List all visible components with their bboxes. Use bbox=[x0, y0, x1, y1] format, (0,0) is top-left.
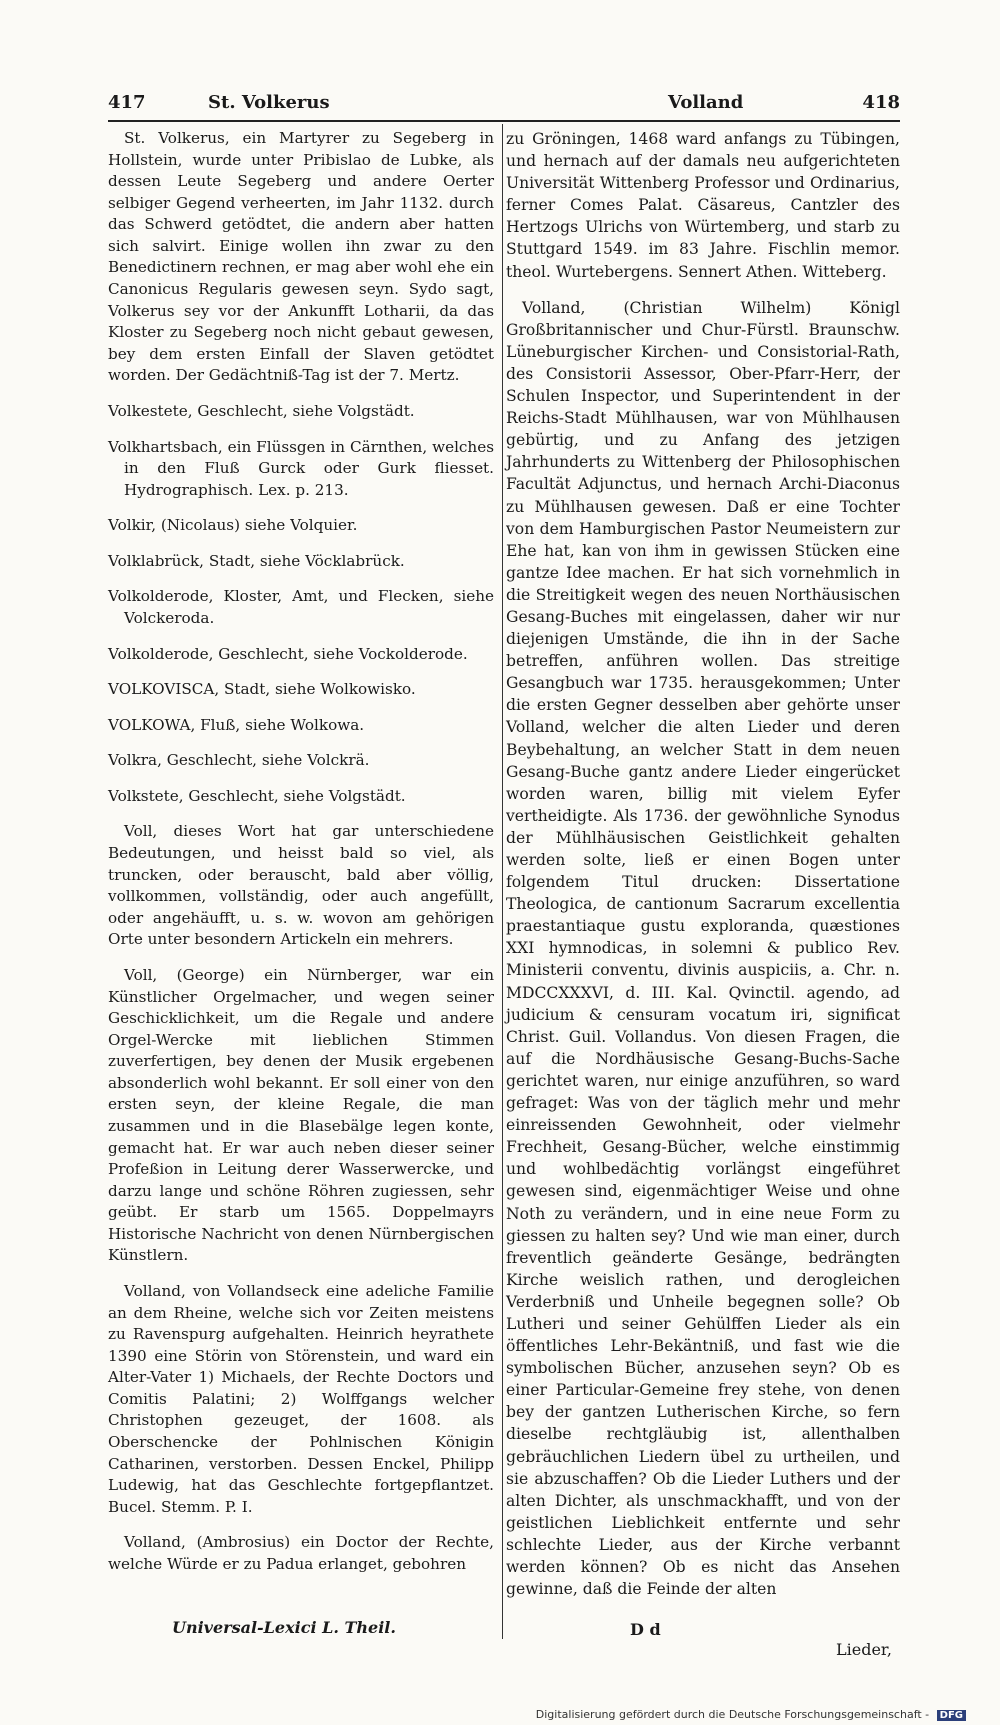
entry-volkolderode-kloster: Volkolderode, Kloster, Amt, und Flecken, siehe Volckeroda. bbox=[108, 587, 494, 627]
entry-volland-ambrosius: Volland, (Ambrosius) ein Doctor der Rechte, welche Würde er zu Padua erlanget, gebohren bbox=[108, 1533, 494, 1573]
entry-volkestete: Volkestete, Geschlecht, siehe Volgstädt. bbox=[108, 401, 415, 420]
entry-voll: Voll, dieses Wort hat gar unterschiedene Bedeutungen, und heisst bald so viel, als truncken, oder berauscht, bald aber völlig, vollkommen, vollständig, oder auch angefüllt, oder angehäufft, u. s. w. wovon am gehörigen Orte unter besondern Artickeln ein mehrers. bbox=[108, 822, 494, 949]
entry-volkovisca: VOLKOVISCA, Stadt, siehe Wolkowisko. bbox=[108, 680, 416, 699]
dfg-logo-icon: DFG bbox=[937, 1710, 966, 1721]
headword-right: Volland bbox=[668, 92, 744, 113]
signature-mark: D d bbox=[630, 1620, 661, 1639]
header-rule bbox=[108, 120, 900, 122]
entry-volkolderode-geschlecht: Volkolderode, Geschlecht, siehe Vockolderode. bbox=[108, 644, 468, 663]
entry-st-volkerus: St. Volkerus, ein Martyrer zu Segeberg in Hollstein, wurde unter Pribislao de Lubke, als dessen Leute Segeberg und andere Oerter selbiger Gegend verheerten, im Jahr 1132. durch das Schwerd getödtet, die andern aber hatten sich salvirt. Einige wollen ihn zwar zu den Benedictinern rechnen, er mag aber wohl ehe ein Canonicus Regularis gewesen seyn. Sydo sagt, Volkerus sey vor der Ankunfft Lotharii, da das Kloster zu Segeberg noch nicht gebaut gewesen, bey dem ersten Einfall der Slaven getödtet worden. Der Gedächtniß-Tag ist der 7. Mertz. bbox=[108, 129, 494, 385]
catchword-right: Lieder, bbox=[836, 1640, 892, 1659]
column-divider bbox=[502, 124, 503, 1639]
entry-volkra: Volkra, Geschlecht, siehe Volckrä. bbox=[108, 751, 370, 770]
entry-volkstete: Volkstete, Geschlecht, siehe Volgstädt. bbox=[108, 786, 406, 805]
entry-volkowa: VOLKOWA, Fluß, siehe Wolkowa. bbox=[108, 715, 365, 734]
entry-volklabrueck: Volklabrück, Stadt, siehe Vöcklabrück. bbox=[108, 551, 405, 570]
running-header bbox=[108, 92, 900, 118]
entry-volland-christian-wilhelm: Volland, (Christian Wilhelm) Königl Großbritannischer und Chur-Fürstl. Braunschw. Lüneburgischer Kirchen- und Consistorial-Rath, des Consistorii Assessor, Ober-Pfarr-Herr, der Schulen Inspector, und Superintendent in der Reichs-Stadt Mühlhausen, war von Mühlhausen gebürtig, und zu Anfang des jetzigen Jahrhunderts zu Wittenberg der Philosophischen Facultät Adjunctus, und hernach Archi-Diaconus zu Mühlhausen gewesen. Daß er eine Tochter von dem Hamburgischen Pastor Neumeistern zur Ehe hat, kan von ihm in gewissen Stücken eine gantze Idee machen. Er hat sich vornehmlich in die Streitigkeit wegen des neuen Northäusischen Gesang-Buches mit eingelassen, daher wir nur diejenigen Umstände, die ihn in der Sache betreffen, anführen wollen. Das streitige Gesangbuch war 1735. herausgekommen; Unter die ersten Gegner desselben aber gehörte unser Volland, welcher die alten Lieder und deren Beybehaltung, an welcher Statt in dem neuen Gesang-Buche gantz andere Lieder eingerücket worden waren, billig mit vielem Eyfer vertheidigte. Als 1736. der gewöhnliche Synodus der Mühlhäusischen Geistlichkeit gehalten werden solte, ließ er einen Bogen unter folgendem Titul drucken: Dissertatione Theologica, de cantionum Sacrarum excellentia praestantiaque gustu exploranda, quæstiones XXI hymnodicas, in solemni & publico Rev. Ministerii conventu, divinis auspiciis, a. Chr. n. MDCCXXXVI, d. III. Kal. Qvinctil. agendo, ad judicium & censuram vocatum iri, significat Christ. Guil. Vollandus. Von diesen Fragen, die auf die Nordhäusische Gesang-Buchs-Sache gerichtet waren, nur einige anzuführen, so ward gefraget: Was von der täglich mehr und mehr einreissenden Gewohnheit, oder vielmehr Frechheit, Gesang-Bücher, welche einstimmig und wohlbedächtig vorlängst eingeführet gewesen sind, eigenmächtiger Weise und ohne Noth zu verändern, und in eine neue Form zu giessen zu halten sey? Und wie man einer, durch freventlich geänderte Gesänge, bedrängten Kirche weislich rathen, und derogleichen Verderbniß und Unheile begegnen solle? Ob Lutheri und seiner Gehülffen Lieder als ein öffentliches Lehr-Bekäntniß, und fast wie die symbolischen Bücher, anzusehen seyn? Ob es einer Particular-Gemeine frey stehe, von denen bey der gantzen Lutherischen Kirche, so fern dieselbe rechtgläubig ist, allenthalben gebräuchlichen Liedern übel zu urtheilen, und sie abzuschaffen? Ob die Lieder Luthers und der alten Dichter, als unschmackhafft, und von der geistlichen Lieblichkeit entfernte und sehr schlechte Lieder, aus der Kirche verbannt werden können? Ob es nicht das Ansehen gewinne, daß die Feinde der alten bbox=[506, 298, 900, 1599]
page-number-right: 418 bbox=[862, 92, 900, 113]
entry-volland-ambrosius-cont: zu Gröningen, 1468 ward anfangs zu Tübingen, und hernach auf der damals neu aufgerichteten Universität Wittenberg Professor und Ordinarius, ferner Comes Palat. Cäsareus, Cantzler des Hertzogs Ulrichs von Würtemberg, und starb zu Stuttgard 1549. im 83 Jahre. Fischlin memor. theol. Wurtebergens. Sennert Athen. Witteberg. bbox=[506, 130, 900, 281]
catchword-left: Universal-Lexici L. Theil. bbox=[172, 1618, 396, 1637]
entry-volland-vollandseck: Volland, von Vollandseck eine adeliche Familie an dem Rheine, welche sich vor Zeiten meistens zu Ravenspurg aufgehalten. Heinrich heyrathete 1390 eine Störin von Störenstein, und ward ein Alter-Vater 1) Michaels, der Rechte Doctors und Comitis Palatini; 2) Wolffgangs welcher Christophen gezeuget, der 1608. als Oberschencke der Pohlnischen Königin Catharinen, verstorben. Dessen Enckel, Philipp Ludewig, hat das Geschlechte fortgepflantzet. Bucel. Stemm. P. I. bbox=[108, 1282, 494, 1516]
entry-volkir: Volkir, (Nicolaus) siehe Volquier. bbox=[108, 516, 358, 535]
headword-left: St. Volkerus bbox=[208, 92, 330, 113]
entry-volkhartsbach: Volkhartsbach, ein Flüssgen in Cärnthen, welches in den Fluß Gurck oder Gurk fliesset. Hydrographisch. Lex. p. 213. bbox=[108, 437, 494, 499]
right-column bbox=[506, 128, 900, 1600]
left-column bbox=[108, 128, 494, 1576]
page-number-left: 417 bbox=[108, 92, 146, 113]
entry-voll-george: Voll, (George) ein Nürnberger, war ein Künstlicher Orgelmacher, und wegen seiner Geschicklichkeit, um die Regale und andere Orgel-Wercke mit lieblichen Stimmen zuverfertigen, bey denen der Musik ergebenen absonderlich wohl bekannt. Er soll einer von den ersten seyn, der kleine Regale, die man zusammen und in die Blasebälge legen konte, gemacht hat. Er war auch neben dieser seiner Profeßion in Leitung derer Wasserwercke, und darzu lange und schöne Röhren zugiessen, sehr geübt. Er starb um 1565. Doppelmayrs Historische Nachricht von denen Nürnbergischen Künstlern. bbox=[108, 965, 494, 1265]
digitization-note: Digitalisierung gefördert durch die Deutsche Forschungsgemeinschaft - bbox=[535, 1708, 930, 1721]
digitization-footer bbox=[536, 1708, 966, 1721]
